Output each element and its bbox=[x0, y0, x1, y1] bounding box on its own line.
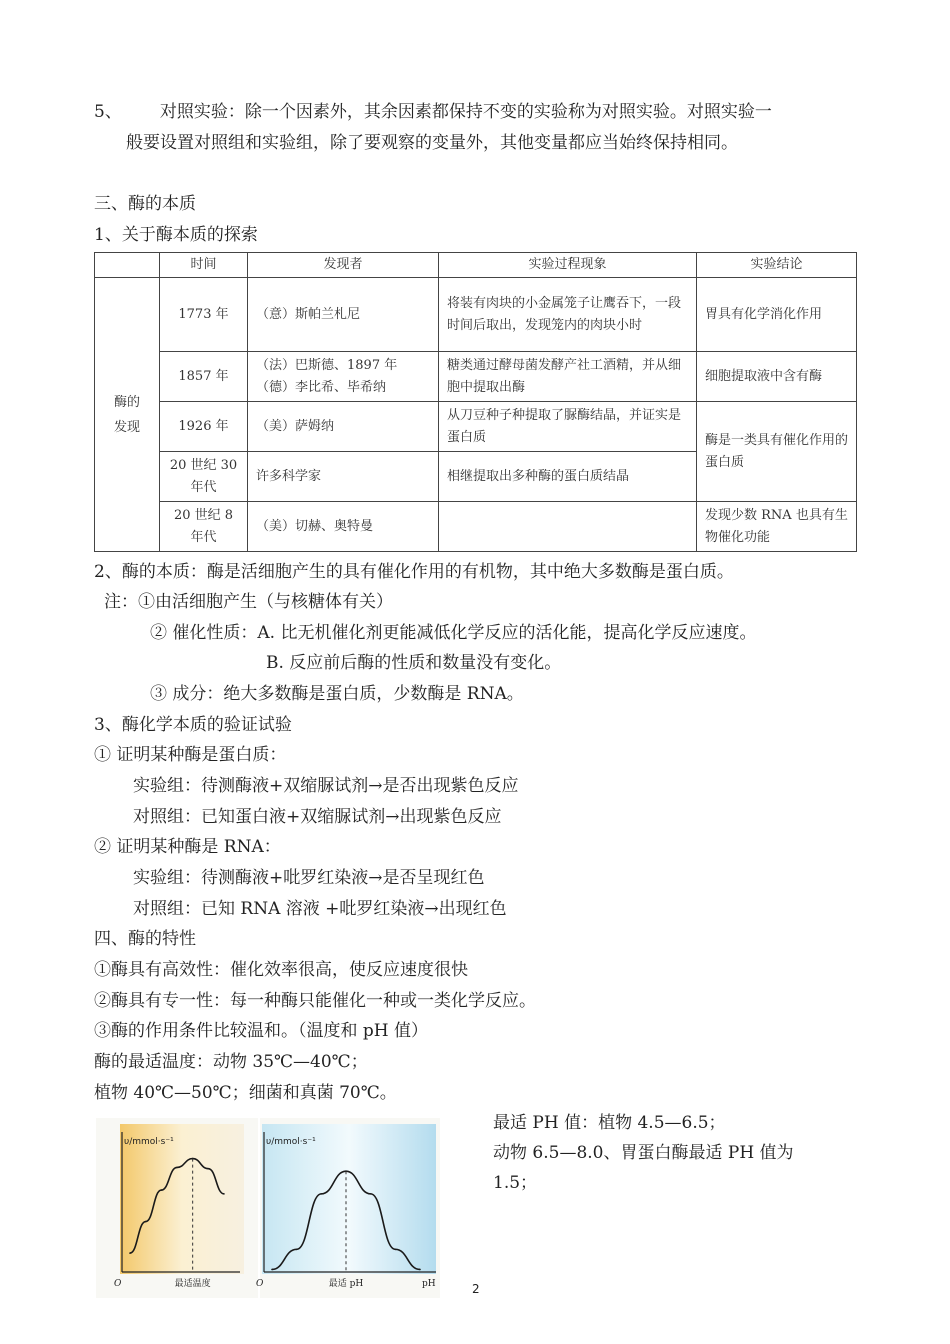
data-point bbox=[208, 1168, 210, 1170]
proof-protein-experiment: 实验组：待测酶液+双缩脲试剂→是否出现紫色反应 bbox=[133, 776, 519, 796]
proof-rna-experiment: 实验组：待测酶液+吡罗红染液→是否呈现红色 bbox=[133, 868, 485, 888]
y-axis-label: υ/mmol·s⁻¹ bbox=[124, 1137, 174, 1147]
section-5-line2: 般要设置对照组和实验组，除了要观察的变量外，其他变量都应当始终保持相同。 bbox=[126, 133, 738, 153]
data-point bbox=[223, 1193, 225, 1195]
table-row: 20 世纪 8 年代 （美）切赫、奥特曼 发现少数 RNA 也具有生物催化功能 bbox=[95, 502, 857, 552]
section-4-title: 四、酶的特性 bbox=[94, 929, 196, 949]
table-row: 1926 年 （美）萨姆纳 从刀豆种子种提取了脲酶结晶，并证实是蛋白质 酶是一类具有催化作用的蛋白质 bbox=[95, 402, 857, 452]
x-axis-end-label: pH bbox=[422, 1279, 436, 1289]
ph-line-2: 动物 6.5—8.0、胃蛋白酶最适 PH 值为 bbox=[493, 1143, 794, 1163]
x-axis-label: 最适 pH bbox=[328, 1279, 364, 1289]
section-5-text: 对照实验：除一个因素外，其余因素都保持不变的实验称为对照实验。对照实验一 bbox=[159, 102, 772, 122]
data-point bbox=[161, 1189, 163, 1191]
origin-label: O bbox=[256, 1279, 264, 1289]
data-point bbox=[129, 1252, 131, 1254]
header-conclusion: 实验结论 bbox=[697, 253, 857, 278]
data-point bbox=[321, 1193, 323, 1195]
proof-rna-control: 对照组：已知 RNA 溶液 +吡罗红染液→出现红色 bbox=[133, 899, 507, 919]
header-discoverer: 发现者 bbox=[248, 253, 439, 278]
data-point bbox=[370, 1193, 372, 1195]
heading-2: 2、酶的本质：酶是活细胞产生的具有催化作用的有机物，其中绝大多数酶是蛋白质。 bbox=[94, 562, 734, 582]
char-3: ③酶的作用条件比较温和。（温度和 pH 值） bbox=[94, 1021, 429, 1041]
table-row: 1857 年 （法）巴斯德、1897 年 （德）李比希、毕希纳 糖类通过酵母菌发酵产社工酒精，并从细胞中提取出酶 细胞提取液中含有酶 bbox=[95, 352, 857, 402]
header-process: 实验过程现象 bbox=[439, 253, 697, 278]
data-point bbox=[271, 1269, 273, 1271]
section-5-line1: 5、 对照实验：除一个因素外，其余因素都保持不变的实验称为对照实验。对照实验一 bbox=[94, 102, 772, 122]
data-point bbox=[395, 1249, 397, 1251]
x-axis-label: 最适温度 bbox=[174, 1279, 211, 1289]
origin-label: O bbox=[114, 1279, 122, 1289]
temp-2: 植物 40℃—50℃；细菌和真菌 70℃。 bbox=[94, 1083, 397, 1103]
temp-1: 酶的最适温度：动物 35℃—40℃； bbox=[94, 1052, 368, 1072]
enzyme-activity-charts bbox=[96, 1118, 440, 1298]
note-1: 注：①由活细胞产生（与核糖体有关） bbox=[104, 592, 393, 612]
data-point bbox=[296, 1249, 298, 1251]
note-4: ③ 成分：绝大多数酶是蛋白质，少数酶是 RNA。 bbox=[150, 684, 524, 704]
proof-rna: ② 证明某种酶是 RNA： bbox=[94, 837, 281, 857]
char-1: ①酶具有高效性：催化效率很高，使反应速度很快 bbox=[94, 960, 468, 980]
note-2: ② 催化性质：A. 比无机催化剂更能减低化学反应的活化能，提高化学反应速度。 bbox=[150, 623, 757, 643]
table-row: 酶的 发现 1773 年 （意）斯帕兰札尼 将装有肉块的小金属笼子让鹰吞下，一段时间后取出，发现笼内的肉块小时 胃具有化学消化作用 bbox=[95, 278, 857, 352]
section-3-title: 三、酶的本质 bbox=[94, 194, 196, 214]
y-axis-label: υ/mmol·s⁻¹ bbox=[266, 1137, 316, 1147]
data-point bbox=[176, 1167, 178, 1169]
ph-line-1: 最适 PH 值：植物 4.5—6.5； bbox=[493, 1113, 726, 1133]
heading-3: 3、酶化学本质的验证试验 bbox=[94, 715, 292, 735]
page-number: 2 bbox=[472, 1282, 480, 1296]
header-time: 时间 bbox=[160, 253, 248, 278]
data-point bbox=[419, 1269, 421, 1271]
data-point bbox=[145, 1221, 147, 1223]
note-3: B. 反应前后酶的性质和数量没有变化。 bbox=[266, 653, 562, 673]
enzyme-discovery-table bbox=[94, 252, 857, 552]
proof-protein-control: 对照组：已知蛋白液+双缩脲试剂→出现紫色反应 bbox=[133, 807, 502, 827]
table-header-row bbox=[95, 253, 857, 278]
ph-text bbox=[493, 1108, 794, 1198]
heading-1: 1、关于酶本质的探索 bbox=[94, 225, 258, 245]
ph-line-3: 1.5； bbox=[493, 1173, 538, 1193]
proof-protein: ① 证明某种酶是蛋白质： bbox=[94, 745, 287, 765]
row-group-label: 酶的 发现 bbox=[95, 278, 160, 552]
char-2: ②酶具有专一性：每一种酶只能催化一种或一类化学反应。 bbox=[94, 991, 536, 1011]
table-row: 20 世纪 30 年代 许多科学家 相继提取出多种酶的蛋白质结晶 bbox=[95, 452, 857, 502]
